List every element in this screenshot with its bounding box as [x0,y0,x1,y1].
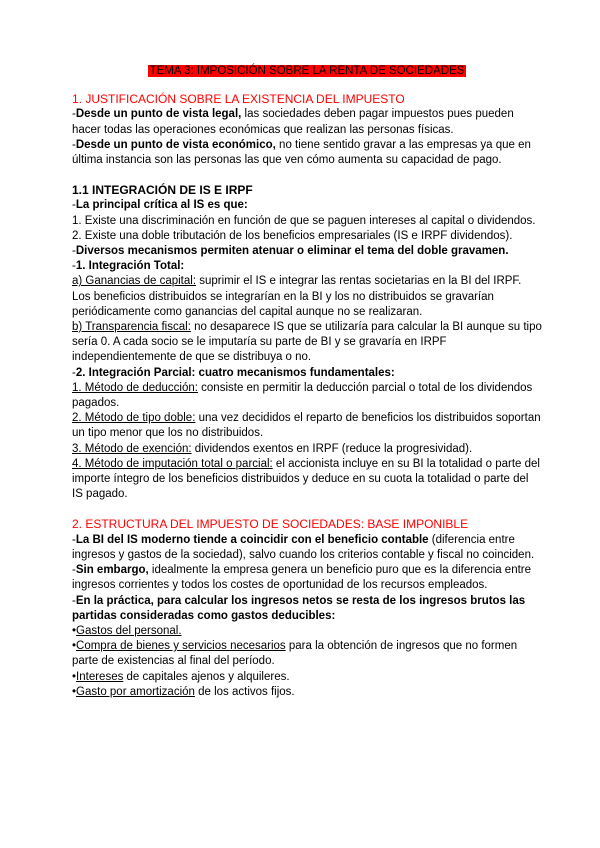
bold-text: Sin embargo, [75,564,149,577]
paragraph [72,533,542,563]
title-highlight: TEMA 3: IMPOSICIÓN SOBRE LA RENTA DE SOCIEDADES [149,65,465,77]
document-page [72,64,542,700]
document-body [72,92,542,700]
underlined-term: b) Transparencia fiscal: [72,321,191,334]
text-run: consiste en permitir la deducción parcial o total de los dividendos pagados. [72,381,533,410]
underlined-term: Gasto por amortización [76,685,195,698]
paragraph [72,229,542,244]
underlined-term: 3. Método de exención: [72,442,192,455]
bold-text: 1. Integración Total: [75,260,185,273]
paragraph [72,366,542,381]
text-run: una vez decididos el reparto de beneficios los distribuidos soportan un tipo menor que los no distribuidos. [72,412,541,440]
paragraph [72,457,542,503]
paragraph [72,320,542,366]
text-run: de los activos fijos. [194,685,295,698]
paragraph [72,138,542,168]
paragraph [72,411,542,441]
paragraph [72,381,542,411]
section-heading [72,92,542,107]
underlined-term: Compra de bienes y servicios necesarios [76,640,286,653]
section-heading [72,517,542,532]
text-run: 1.1 INTEGRACIÓN DE IS E IRPF [72,183,253,198]
paragraph [72,198,542,213]
bold-text: 2. Integración Parcial: cuatro mecanismos fundamentales: [75,366,395,379]
underlined-term: 1. Método de deducción: [72,381,198,394]
paragraph [72,244,542,259]
underlined-term: 4. Método de imputación total o parcial: [72,457,273,470]
paragraph [72,442,542,457]
section-heading [72,183,542,198]
paragraph [72,274,542,320]
text-run: - [72,138,76,151]
bold-text: La principal crítica al IS es que: [75,199,248,212]
text-run: idealmente la empresa genera un beneficio puro que es la diferencia entre ingresos corrientes y todos los costes de oportunidad de los recursos empleados. [72,564,532,592]
text-run: - [72,594,76,607]
text-run: suprimir el IS e integrar las rentas societarias en la BI del IRPF. Los beneficios distribuidos se integrarían en la BI y los no distribuidos se gravarían periódicamente como ganancias del capital aunque no se realizaran. [72,275,522,318]
text-run: 2. ESTRUCTURA DEL IMPUESTO DE SOCIEDADES: BASE IMPONIBLE [72,517,469,532]
paragraph [72,624,542,639]
paragraph [72,670,542,685]
text-run: - [72,245,76,258]
text-run: para la obtención de ingresos que no formen parte de existencias al final del período. [72,640,518,668]
bold-text: Diversos mecanismos permiten atenuar o eliminar el tema del doble gravamen. [75,245,509,258]
text-run: - [72,108,76,121]
text-run: no desaparece IS que se utilizaría para calcular la BI aunque su tipo sería 0. A cada socio se le imputaría su parte de BI y se gravaría en IRPF independientemente de que se distribuya o no. [72,321,542,364]
paragraph-spacer [72,168,542,183]
document-title [72,64,542,79]
text-run: • [72,624,77,637]
text-run: - [72,199,76,212]
bold-text: La BI del IS moderno tiende a coincidir con el beneficio contable [75,533,429,546]
bold-text: Desde un punto de vista económico, [75,138,276,151]
text-run: de capitales ajenos y alquileres. [123,670,290,683]
underlined-term: a) Ganancias de capital: [72,275,197,288]
text-run: - [72,533,76,546]
paragraph-spacer [72,502,542,517]
paragraph [72,214,542,229]
bold-text: Desde un punto de vista legal, [75,108,242,121]
underlined-term: 2. Método de tipo doble: [72,412,196,425]
paragraph [72,594,542,624]
text-run: (diferencia entre ingresos y gastos de la sociedad), salvo cuando los criterios contable y fiscal no coinciden. [72,533,535,561]
paragraph [72,563,542,593]
text-run: - [72,366,76,379]
paragraph [72,259,542,274]
text-run: las sociedades deben pagar impuestos pues pueden hacer todas las operaciones económicas que realizan las personas físicas. [72,108,514,136]
text-run: • [72,670,77,683]
text-run: • [72,685,77,698]
text-run: • [72,640,77,653]
bold-text: En la práctica, para calcular los ingresos netos se resta de los ingresos brutos las partidas consideradas como gastos deducibles: [72,594,526,622]
paragraph [72,639,542,669]
underlined-term: Gastos del personal. [76,624,182,637]
text-run: 1. Existe una discriminación en función de que se paguen intereses al capital o dividendos. [72,214,536,227]
text-run: no tiene sentido gravar a las empresas ya que en última instancia son las personas las que ven cómo aumenta su capacidad de pago. [72,138,531,167]
text-run: 2. Existe una doble tributación de los beneficios empresariales (IS e IRPF dividendos). [72,229,513,242]
underlined-term: Intereses [76,670,124,683]
text-run: 1. JUSTIFICACIÓN SOBRE LA EXISTENCIA DEL IMPUESTO [72,92,405,107]
text-run: - [72,564,76,577]
text-run: - [72,260,76,273]
paragraph [72,685,542,700]
text-run: el accionista incluye en su BI la totalidad o parte del importe íntegro de los beneficios distribuidos y deduce en su cuota la totalidad o parte del IS pagado. [72,457,540,501]
text-run: dividendos exentos en IRPF (reduce la progresividad). [191,442,473,455]
paragraph [72,107,542,137]
